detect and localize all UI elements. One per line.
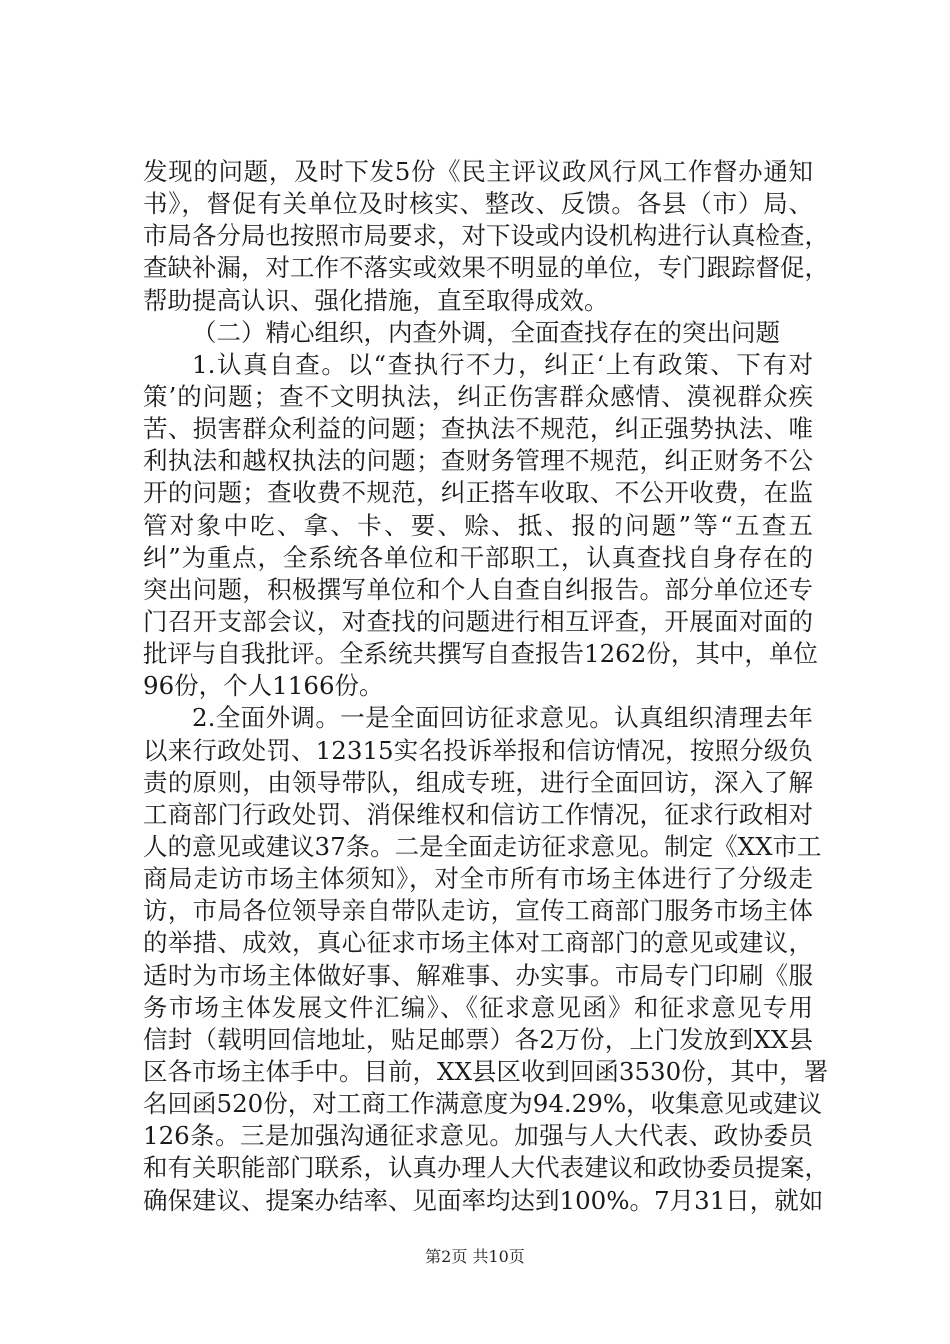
text-line: 区各市场主体手中。目前，XX县区收到回函3530份，其中，署 bbox=[143, 1056, 829, 1086]
body-text bbox=[143, 156, 829, 1217]
text-line: 信封（载明回信地址，贴足邮票）各2万份，上门发放到XX县 bbox=[143, 1024, 813, 1054]
paragraph-self-inspection bbox=[143, 349, 818, 703]
text-line: 商局走访市场主体须知》，对全市所有市场主体进行了分级走 bbox=[143, 864, 813, 894]
text-line: 名回函520份，对工商工作满意度为94.29%，收集意见或建议 bbox=[143, 1089, 823, 1119]
text-line: 苦、损害群众利益的问题；查执法不规范，纠正强势执法、唯 bbox=[143, 414, 813, 444]
paragraph-external-survey bbox=[143, 702, 829, 1216]
text-line: 纠”为重点，全系统各单位和干部职工，认真查找自身存在的 bbox=[143, 542, 813, 572]
text-line: 发现的问题，及时下发5份《民主评议政风行风工作督办通知 bbox=[143, 157, 813, 186]
text-line: 适时为市场主体做好事、解难事、办实事。市局专门印刷《服 bbox=[143, 960, 813, 990]
section-heading-text: （二）精心组织，内查外调，全面查找存在的突出问题 bbox=[192, 317, 780, 347]
text-line: 责的原则，由领导带队，组成专班，进行全面回访，深入了解 bbox=[143, 767, 813, 797]
text-line: 工商部门行政处罚、消保维权和信访工作情况，征求行政相对 bbox=[143, 799, 813, 829]
text-line: 的举措、成效，真心征求市场主体对工商部门的意见或建议， bbox=[143, 928, 813, 958]
text-line: 利执法和越权执法的问题；查财务管理不规范，纠正财务不公 bbox=[143, 446, 813, 476]
text-line: 门召开支部会议，对查找的问题进行相互评查，开展面对面的 bbox=[143, 606, 813, 636]
text-line: 帮助提高认识、强化措施，直至取得成效。 bbox=[143, 285, 609, 315]
text-line: 人的意见或建议37条。二是全面走访征求意见。制定《XX市工 bbox=[143, 831, 822, 861]
text-line: 书》，督促有关单位及时核实、整改、反馈。各县（市）局、 bbox=[143, 189, 813, 219]
text-line: 突出问题，积极撰写单位和个人自查自纠报告。部分单位还专 bbox=[143, 574, 813, 604]
text-line: 务市场主体发展文件汇编》、《征求意见函》和征求意见专用 bbox=[143, 992, 813, 1022]
text-line: 管对象中吃、拿、卡、要、赊、抵、报的问题”等“五查五 bbox=[143, 510, 813, 540]
paragraph-supervision-notice bbox=[143, 156, 829, 317]
text-line: 96份，个人1166份。 bbox=[143, 671, 384, 701]
text-line: 策’的问题；查不文明执法，纠正伤害群众感情、漠视群众疾 bbox=[143, 381, 813, 411]
page-number-footer: 第2页 共10页 bbox=[425, 1247, 525, 1266]
text-line: 确保建议、提案办结率、见面率均达到100%。7月31日，就如 bbox=[143, 1185, 824, 1215]
section-heading bbox=[143, 317, 813, 349]
text-line: 2.全面外调。一是全面回访征求意见。认真组织清理去年 bbox=[192, 703, 813, 733]
text-line: 以来行政处罚、12315实名投诉举报和信访情况，按照分级负 bbox=[143, 735, 813, 765]
text-line: 和有关职能部门联系，认真办理人大代表建议和政协委员提案， bbox=[143, 1153, 829, 1183]
text-line: 市局各分局也按照市局要求，对下设或内设机构进行认真检查， bbox=[143, 221, 829, 251]
text-line: 批评与自我批评。全系统共撰写自查报告1262份，其中，单位 bbox=[143, 639, 818, 669]
text-line: 开的问题；查收费不规范，纠正搭车收取、不公开收费，在监 bbox=[143, 478, 813, 508]
text-line: 查缺补漏，对工作不落实或效果不明显的单位，专门跟踪督促， bbox=[143, 253, 829, 283]
text-line: 126条。三是加强沟通征求意见。加强与人大代表、政协委员 bbox=[143, 1121, 813, 1151]
text-line: 1.认真自查。以“查执行不力，纠正‘上有政策、下有对 bbox=[192, 349, 813, 379]
text-line: 访，市局各位领导亲自带队走访，宣传工商部门服务市场主体 bbox=[143, 896, 813, 926]
